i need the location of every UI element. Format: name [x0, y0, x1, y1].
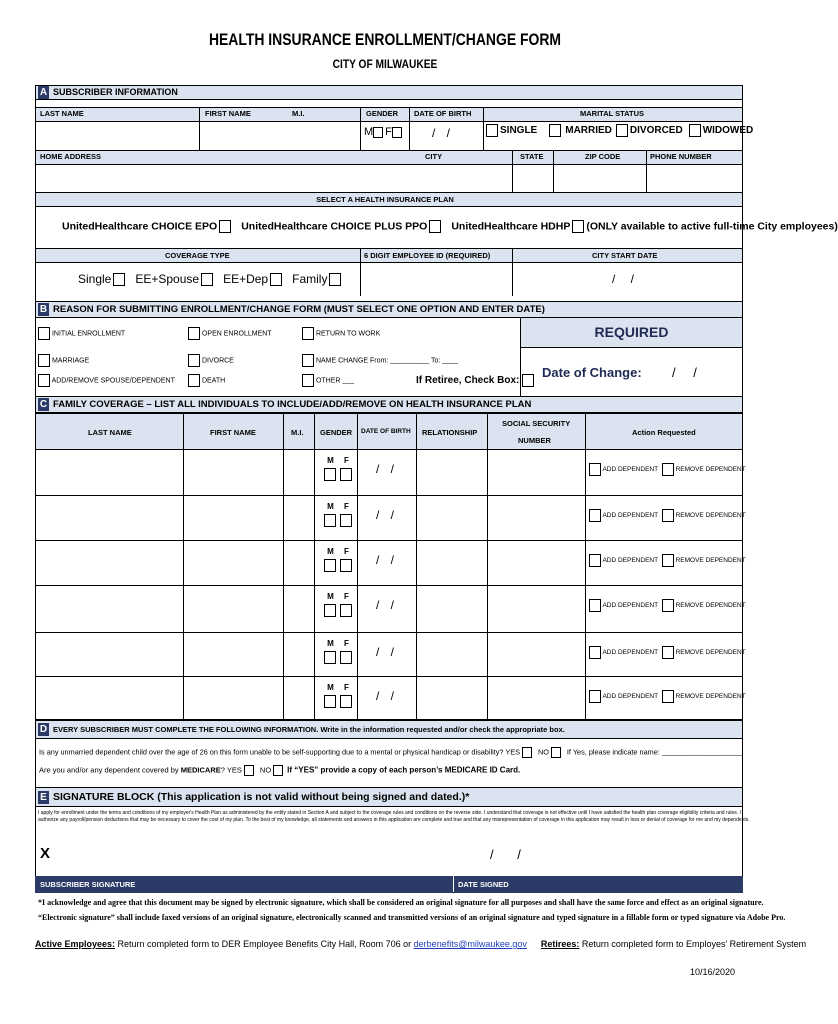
widowed-checkbox[interactable] — [689, 124, 701, 137]
member-gender-m-checkbox[interactable] — [324, 559, 336, 572]
cov-family-label: Family — [292, 272, 328, 286]
widowed-label: WIDOWED — [702, 125, 754, 137]
retiree-label: If Retiree, Check Box: — [416, 375, 520, 387]
member-gender-m-label: M — [327, 456, 334, 465]
cov-family-checkbox[interactable] — [329, 273, 341, 286]
return-instructions — [35, 939, 806, 949]
label-home-address: HOME ADDRESS — [40, 152, 101, 161]
plan-plus-ppo-label: UnitedHealthcare CHOICE PLUS PPO — [241, 220, 428, 233]
label-last-name: LAST NAME — [40, 109, 84, 118]
add-remove-label: ADD/REMOVE SPOUSE/DEPENDENT — [51, 377, 175, 385]
remove-dependent-checkbox[interactable] — [662, 509, 674, 522]
member-action-options[interactable] — [589, 554, 746, 567]
remove-dependent-label: REMOVE DEPENDENT — [675, 557, 746, 565]
retiree-checkbox[interactable] — [522, 374, 534, 387]
add-dependent-checkbox[interactable] — [589, 509, 601, 522]
reason-name-change[interactable] — [302, 354, 458, 367]
member-gender-f-label: F — [344, 592, 349, 601]
member-gender-field[interactable] — [322, 547, 354, 572]
label-gender: GENDER — [366, 109, 399, 118]
plan-epo-checkbox[interactable] — [219, 220, 231, 233]
cov-ee-dep-checkbox[interactable] — [270, 273, 282, 286]
label-city-start-date: CITY START DATE — [592, 251, 658, 260]
add-remove-checkbox[interactable] — [38, 374, 50, 387]
add-dependent-checkbox[interactable] — [589, 599, 601, 612]
reason-initial[interactable] — [38, 327, 125, 340]
cov-ee-dep-label: EE+Dep — [223, 272, 269, 286]
remove-dependent-checkbox[interactable] — [662, 646, 674, 659]
add-dependent-label: ADD DEPENDENT — [602, 512, 658, 520]
col-mi: M.I. — [291, 428, 304, 437]
member-last-name-input[interactable] — [36, 542, 183, 585]
divorce-checkbox[interactable] — [188, 354, 200, 367]
member-gender-field[interactable] — [322, 456, 354, 481]
row-a2-labels — [35, 150, 743, 165]
remove-dependent-checkbox[interactable] — [662, 690, 674, 703]
subscriber-signature-label: SUBSCRIBER SIGNATURE — [40, 880, 136, 889]
married-label: MARRIED — [565, 125, 612, 137]
section-d-header — [35, 720, 743, 739]
benefits-email-link[interactable]: derbenefits@milwaukee.gov — [413, 939, 527, 949]
divider — [512, 248, 513, 296]
return-label: RETURN TO WORK — [315, 330, 381, 338]
member-gender-field[interactable] — [322, 683, 354, 708]
member-gender-f-label: F — [344, 502, 349, 511]
reason-divorce[interactable] — [188, 354, 234, 367]
retirees-text: Return completed form to Employes’ Retirement System — [579, 939, 807, 949]
member-gender-field[interactable] — [322, 639, 354, 664]
member-first-name-input[interactable] — [184, 634, 283, 676]
coverage-type-options[interactable] — [78, 272, 341, 286]
member-relationship-input[interactable] — [417, 678, 487, 719]
member-gender-f-label: F — [344, 456, 349, 465]
member-dob-input[interactable]: / / — [376, 462, 395, 476]
question-disabled-dependent — [39, 747, 743, 758]
marital-status-options[interactable] — [486, 124, 753, 137]
initial-label: INITIAL ENROLLMENT — [51, 330, 126, 338]
q2-no-checkbox[interactable] — [273, 765, 283, 776]
single-label: SINGLE — [500, 125, 538, 137]
section-b-title: REASON FOR SUBMITTING ENROLLMENT/CHANGE FORM (MUST SELECT ONE OPTION AND ENTER DATE) — [53, 304, 545, 315]
signature-x: X — [40, 845, 51, 862]
date-of-change-label: Date of Change: — [542, 365, 642, 380]
member-first-name-input[interactable] — [184, 542, 283, 585]
q1-name-field[interactable]: If Yes, please indicate name: ____________________ — [566, 747, 743, 757]
col-gender: GENDER — [320, 428, 353, 437]
plan-options[interactable] — [62, 220, 838, 233]
city-start-date-input[interactable]: / / — [612, 272, 635, 286]
add-dependent-checkbox[interactable] — [589, 554, 601, 567]
name-change-label: NAME CHANGE From: __________ To: ____ — [315, 357, 458, 365]
member-last-name-input[interactable] — [36, 451, 183, 495]
reason-marriage[interactable] — [38, 354, 89, 367]
signature-fineprint — [38, 810, 750, 824]
member-mi-input[interactable] — [284, 542, 314, 585]
member-ssn-input[interactable] — [488, 587, 585, 632]
member-dob-input[interactable]: / / — [376, 508, 395, 522]
marriage-checkbox[interactable] — [38, 354, 50, 367]
remove-dependent-checkbox[interactable] — [662, 463, 674, 476]
label-phone: PHONE NUMBER — [650, 152, 712, 161]
member-gender-m-checkbox[interactable] — [324, 604, 336, 617]
add-dependent-label: ADD DEPENDENT — [602, 602, 658, 610]
plan-epo-label: UnitedHealthcare CHOICE EPO — [62, 220, 218, 233]
reason-death[interactable] — [188, 374, 225, 387]
section-a-letter: A — [39, 87, 48, 98]
member-first-name-input[interactable] — [184, 587, 283, 632]
member-last-name-input[interactable] — [36, 587, 183, 632]
member-dob-input[interactable]: / / — [376, 553, 395, 567]
gender-field[interactable] — [364, 126, 402, 138]
label-first-name: FIRST NAME — [205, 109, 251, 118]
member-first-name-input[interactable] — [184, 678, 283, 719]
member-gender-f-checkbox[interactable] — [340, 695, 352, 708]
remove-dependent-label: REMOVE DEPENDENT — [675, 602, 746, 610]
name-change-checkbox[interactable] — [302, 354, 314, 367]
label-dob: DATE OF BIRTH — [414, 109, 472, 118]
member-gender-m-checkbox[interactable] — [324, 651, 336, 664]
add-dependent-checkbox[interactable] — [589, 690, 601, 703]
home-address-input[interactable] — [36, 166, 511, 191]
divorced-label: DIVORCED — [629, 125, 683, 137]
remove-dependent-label: REMOVE DEPENDENT — [675, 512, 746, 520]
subscriber-dob-input[interactable]: / / — [432, 126, 451, 140]
member-action-options[interactable] — [589, 599, 746, 612]
date-signed-input[interactable]: / / — [490, 847, 521, 862]
death-label: DEATH — [201, 377, 226, 385]
q2-medicare: MEDICARE — [180, 765, 221, 775]
q1-no-checkbox[interactable] — [551, 747, 561, 758]
member-mi-input[interactable] — [284, 678, 314, 719]
col-action: Action Requested — [632, 428, 696, 437]
section-a-title: SUBSCRIBER INFORMATION — [53, 87, 178, 97]
label-zip: ZIP CODE — [585, 152, 621, 161]
gender-m-checkbox[interactable] — [373, 127, 383, 138]
member-first-name-input[interactable] — [184, 497, 283, 540]
add-dependent-label: ADD DEPENDENT — [602, 649, 658, 657]
member-gender-f-label: F — [344, 639, 349, 648]
member-gender-f-label: F — [344, 683, 349, 692]
member-gender-m-label: M — [327, 547, 334, 556]
gender-f-label: F — [385, 126, 392, 138]
state-input[interactable] — [513, 166, 552, 191]
member-gender-f-checkbox[interactable] — [340, 651, 352, 664]
member-gender-m-checkbox[interactable] — [324, 468, 336, 481]
reason-open[interactable] — [188, 327, 272, 340]
remove-dependent-checkbox[interactable] — [662, 554, 674, 567]
cov-ee-spouse-label: EE+Spouse — [135, 272, 200, 286]
add-dependent-label: ADD DEPENDENT — [602, 557, 658, 565]
member-mi-input[interactable] — [284, 497, 314, 540]
open-label: OPEN ENROLLMENT — [201, 330, 272, 338]
add-dependent-label: ADD DEPENDENT — [602, 466, 658, 474]
section-b-letter: B — [39, 304, 48, 315]
divider — [360, 107, 361, 150]
fineprint-line-2: authorize any payroll/pension deductions that may be necessary to cover the cost of my plan. To the best of my knowledge, all statements and answers in this application are complete and true and that any misrepresentation of coverage in this application may result in loss or denial of coverage for me and my dependents. — [38, 817, 750, 823]
return-checkbox[interactable] — [302, 327, 314, 340]
q2-text-a: Are you and/or any dependent covered by — [39, 765, 181, 775]
divorce-label: DIVORCE — [201, 357, 234, 365]
section-e-header — [35, 787, 743, 807]
member-relationship-input[interactable] — [417, 634, 487, 676]
add-dependent-label: ADD DEPENDENT — [602, 693, 658, 701]
member-action-options[interactable] — [589, 646, 746, 659]
marriage-label: MARRIAGE — [51, 357, 90, 365]
section-d-title: EVERY SUBSCRIBER MUST COMPLETE THE FOLLOWING INFORMATION. Write in the information requested and/or check the appropriate box. — [53, 725, 565, 734]
member-ssn-input[interactable] — [488, 497, 585, 540]
cov-ee-spouse-checkbox[interactable] — [201, 273, 213, 286]
plan-plus-ppo-checkbox[interactable] — [429, 220, 441, 233]
member-gender-m-checkbox[interactable] — [324, 695, 336, 708]
section-d-letter: D — [39, 724, 48, 735]
member-dob-input[interactable]: / / — [376, 645, 395, 659]
electronic-signature-note — [38, 895, 786, 925]
question-medicare — [39, 765, 520, 776]
ack-line-1: *I acknowledge and agree that this document may be signed by electronic signature, which shall be considered an original signature for all purposes and shall have the same force and effect as an original signature. — [38, 898, 764, 907]
member-relationship-input[interactable] — [417, 497, 487, 540]
member-gender-f-checkbox[interactable] — [340, 604, 352, 617]
section-c-letter: C — [39, 399, 48, 410]
divider — [409, 107, 410, 150]
remove-dependent-label: REMOVE DEPENDENT — [675, 649, 746, 657]
member-mi-input[interactable] — [284, 587, 314, 632]
member-action-options[interactable] — [589, 509, 746, 522]
fineprint-line-1: I apply for enrollment under the terms and conditions of my employer's Health Plan as administered by the entity stated in Section A and subject to the coverage rules and conditions on the reverse side. I understand that coverage is not effective until I have satisfied the health plan coverage eligibility criteria and rules. I — [38, 810, 741, 816]
member-ssn-input[interactable] — [488, 542, 585, 585]
select-plan-label: SELECT A HEALTH INSURANCE PLAN — [316, 195, 454, 204]
plan-hdhp-checkbox[interactable] — [572, 220, 584, 233]
other-label: OTHER ___ — [315, 377, 355, 385]
form-subtitle: CITY OF MILWAUKEE — [332, 57, 438, 71]
member-relationship-input[interactable] — [417, 587, 487, 632]
required-label: REQUIRED — [594, 324, 669, 340]
date-signed-label: DATE SIGNED — [458, 880, 509, 889]
remove-dependent-checkbox[interactable] — [662, 599, 674, 612]
q2-text-c: ? YES — [220, 765, 242, 775]
subscriber-last-name-input[interactable] — [36, 123, 198, 149]
label-state: STATE — [520, 152, 544, 161]
member-gender-field[interactable] — [322, 502, 354, 527]
member-gender-f-checkbox[interactable] — [340, 559, 352, 572]
col-first-name: FIRST NAME — [210, 428, 256, 437]
member-ssn-input[interactable] — [488, 451, 585, 495]
label-mi: M.I. — [292, 109, 305, 118]
section-c-header — [35, 396, 743, 413]
retirees-label: Retirees: — [540, 939, 580, 949]
initial-checkbox[interactable] — [38, 327, 50, 340]
death-checkbox[interactable] — [188, 374, 200, 387]
section-b-header — [35, 301, 743, 318]
member-gender-m-label: M — [327, 683, 334, 692]
q2-tail: If “YES” provide a copy of each person’s MEDICARE ID Card. — [287, 765, 521, 775]
plan-hdhp-note: (ONLY available to active full-time City employees) — [586, 220, 838, 233]
gender-m-label: M — [364, 126, 374, 138]
label-marital-status: MARITAL STATUS — [580, 109, 645, 118]
member-gender-m-label: M — [327, 639, 334, 648]
remove-dependent-label: REMOVE DEPENDENT — [675, 693, 746, 701]
member-last-name-input[interactable] — [36, 678, 183, 719]
member-gender-m-label: M — [327, 592, 334, 601]
member-gender-field[interactable] — [322, 592, 354, 617]
retiree-field[interactable] — [416, 374, 534, 387]
col-dob: DATE OF BIRTH — [361, 428, 411, 435]
section-a-header — [35, 85, 743, 100]
divorced-checkbox[interactable] — [616, 124, 628, 137]
zip-input[interactable] — [554, 166, 645, 191]
member-action-options[interactable] — [589, 463, 746, 476]
form-revision-date: 10/16/2020 — [690, 967, 736, 977]
col-ssn-1: SOCIAL SECURITY — [502, 419, 571, 428]
q1-no-label: NO — [537, 747, 549, 757]
member-ssn-input[interactable] — [488, 634, 585, 676]
section-c-title: FAMILY COVERAGE – LIST ALL INDIVIDUALS TO INCLUDE/ADD/REMOVE ON HEALTH INSURANCE PLAN — [53, 399, 532, 410]
form-title: HEALTH INSURANCE ENROLLMENT/CHANGE FORM — [208, 30, 562, 49]
gender-f-checkbox[interactable] — [392, 127, 402, 138]
member-dob-input[interactable]: / / — [376, 689, 395, 703]
col-relationship: RELATIONSHIP — [422, 428, 478, 437]
member-relationship-input[interactable] — [417, 451, 487, 495]
member-first-name-input[interactable] — [184, 451, 283, 495]
label-employee-id: 6 DIGIT EMPLOYEE ID (REQUIRED) — [364, 251, 491, 260]
member-gender-m-checkbox[interactable] — [324, 514, 336, 527]
member-dob-input[interactable]: / / — [376, 598, 395, 612]
member-mi-input[interactable] — [284, 451, 314, 495]
member-gender-m-label: M — [327, 502, 334, 511]
member-mi-input[interactable] — [284, 634, 314, 676]
active-employees-text: Return completed form to DER Employee Benefits City Hall, Room 706 or — [115, 939, 414, 949]
add-dependent-checkbox[interactable] — [589, 463, 601, 476]
other-checkbox[interactable] — [302, 374, 314, 387]
member-action-options[interactable] — [589, 690, 746, 703]
active-employees-label: Active Employees: — [35, 939, 116, 949]
reason-other[interactable] — [302, 374, 354, 387]
cov-single-label: Single — [78, 272, 112, 286]
add-dependent-checkbox[interactable] — [589, 646, 601, 659]
employee-id-input[interactable] — [361, 264, 511, 295]
member-gender-f-checkbox[interactable] — [340, 514, 352, 527]
label-city: CITY — [425, 152, 443, 161]
section-e-title: SIGNATURE BLOCK (This application is not valid without being signed and dated.)* — [53, 791, 470, 803]
col-last-name: LAST NAME — [88, 428, 132, 437]
member-last-name-input[interactable] — [36, 497, 183, 540]
col-ssn-2: NUMBER — [518, 436, 551, 445]
open-checkbox[interactable] — [188, 327, 200, 340]
ack-line-2: “Electronic signature” shall include faxed versions of an original signature, electronically scanned and transmitted versions of an original signature and typed signature in a fillable form or typed signature via Adobe Pro. — [38, 913, 786, 922]
q1-text: Is any unmarried dependent child over the age of 26 on this form unable to be self-supporting due to a mental or physical handicap or disability? YES — [39, 747, 520, 757]
subscriber-signature-input[interactable] — [60, 840, 450, 874]
single-checkbox[interactable] — [486, 124, 498, 137]
q1-yes-checkbox[interactable] — [522, 747, 532, 758]
cov-single-checkbox[interactable] — [113, 273, 125, 286]
reason-return[interactable] — [302, 327, 380, 340]
section-e-letter: E — [38, 791, 49, 804]
member-gender-f-label: F — [344, 547, 349, 556]
phone-input[interactable] — [647, 166, 742, 191]
reason-add-remove[interactable] — [38, 374, 175, 387]
subscriber-first-name-input[interactable] — [200, 123, 359, 149]
plan-hdhp-label: UnitedHealthcare HDHP — [451, 220, 571, 233]
member-last-name-input[interactable] — [36, 634, 183, 676]
label-coverage-type: COVERAGE TYPE — [165, 251, 230, 260]
remove-dependent-label: REMOVE DEPENDENT — [675, 466, 746, 474]
member-relationship-input[interactable] — [417, 542, 487, 585]
q2-no-label: NO — [259, 765, 272, 775]
divider — [483, 107, 484, 150]
married-checkbox[interactable] — [549, 124, 561, 137]
q2-yes-checkbox[interactable] — [244, 765, 254, 776]
member-ssn-input[interactable] — [488, 678, 585, 719]
member-gender-f-checkbox[interactable] — [340, 468, 352, 481]
date-of-change-input[interactable]: / / — [672, 365, 697, 380]
